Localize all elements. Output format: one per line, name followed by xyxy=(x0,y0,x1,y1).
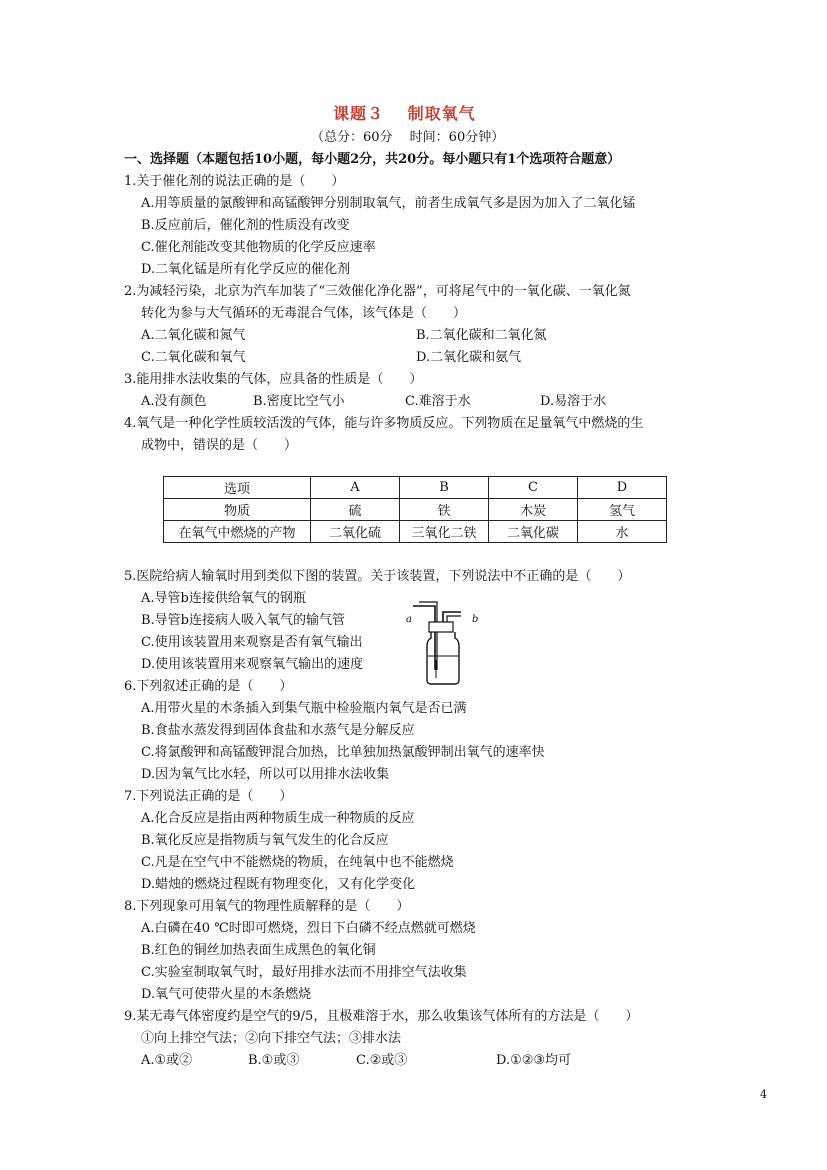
question-9-methods: ①向上排空气法；②向下排空气法；③排水法 xyxy=(141,1031,402,1046)
question-1-option-c: C.催化剂能改变其他物质的化学反应速率 xyxy=(141,240,376,255)
question-3-option-d: D.易溶于水 xyxy=(540,394,607,409)
table-cell: 水 xyxy=(578,521,667,543)
tube-b-label: b xyxy=(472,614,479,625)
question-2-stem: 2.为减轻污染，北京为汽车加装了“三效催化净化器”，可将尾气中的一氧化碳、一氧化氮 xyxy=(124,284,631,299)
table-cell: 氢气 xyxy=(578,499,667,521)
question-6-option-d: D.因为氧气比水轻，所以可以用排水法收集 xyxy=(141,767,390,782)
question-3-option-c: C.难溶于水 xyxy=(405,394,471,409)
table-cell: 在氧气中燃烧的产物 xyxy=(164,521,311,543)
table-cell: B xyxy=(400,477,489,499)
question-5-option-a: A.导管b连接供给氧气的钢瓶 xyxy=(141,591,306,606)
question-2-stem-cont: 转化为参与大气循环的无毒混合气体，该气体是（ ） xyxy=(141,306,467,321)
table-cell: 三氧化二铁 xyxy=(400,521,489,543)
question-9-option-b: B.①或③ xyxy=(248,1053,300,1068)
section-heading: 一、选择题（本题包括10小题，每小题2分，共20分。每小题只有1个选项符合题意） xyxy=(124,152,621,167)
page-subtitle: （总分：60分 时间：60分钟） xyxy=(311,130,505,145)
table-cell: A xyxy=(311,477,400,499)
question-4-stem-cont: 成物中，错误的是（ ） xyxy=(141,438,298,453)
table-cell: 物质 xyxy=(164,499,311,521)
table-cell: D xyxy=(578,477,667,499)
question-9-option-c: C.②或③ xyxy=(356,1053,408,1068)
question-6-option-c: C.将氯酸钾和高锰酸钾混合加热，比单独加热氯酸钾制出氧气的速率快 xyxy=(141,745,545,760)
question-5-option-b: B.导管b连接病人吸入氧气的输气管 xyxy=(141,613,346,628)
question-7-option-a: A.化合反应是指由两种物质生成一种物质的反应 xyxy=(141,811,415,826)
table-cell: 选项 xyxy=(164,477,311,499)
table-cell: 木炭 xyxy=(489,499,578,521)
question-9-stem: 9.某无毒气体密度约是空气的9/5，且极难溶于水，那么收集该气体所有的方法是（ ） xyxy=(124,1009,639,1024)
question-8-option-b: B.红色的铜丝加热表面生成黑色的氧化铜 xyxy=(141,943,376,958)
question-4-stem: 4.氧气是一种化学性质较活泼的气体，能与许多物质反应。下列物质在足量氧气中燃烧的生 xyxy=(124,416,644,431)
question-3-stem: 3.能用排水法收集的气体，应具备的性质是（ ） xyxy=(124,372,423,387)
page-title: 课题３ 制取氧气 xyxy=(333,104,476,123)
question-6-stem: 6.下列叙述正确的是（ ） xyxy=(124,679,293,694)
table-row xyxy=(164,521,667,543)
question-3-option-b: B.密度比空气小 xyxy=(253,394,345,409)
table-cell: 硫 xyxy=(311,499,400,521)
question-4-table xyxy=(163,476,667,543)
question-1-option-a: A.用等质量的氯酸钾和高锰酸钾分别制取氧气，前者生成氧气多是因为加入了二氧化锰 xyxy=(141,196,636,211)
question-8-stem: 8.下列现象可用氧气的物理性质解释的是（ ） xyxy=(124,899,410,914)
question-7-stem: 7.下列说法正确的是（ ） xyxy=(124,789,293,804)
question-7-option-c: C.凡是在空气中不能燃烧的物质，在纯氧中也不能燃烧 xyxy=(141,855,454,870)
question-5-option-d: D.使用该装置用来观察氧气输出的速度 xyxy=(141,657,364,672)
question-2-option-a: A.二氧化碳和氮气 xyxy=(141,328,246,343)
table-cell: 铁 xyxy=(400,499,489,521)
table-cell: 二氧化碳 xyxy=(489,521,578,543)
question-6-option-a: A.用带火星的木条插入到集气瓶中检验瓶内氧气是否已满 xyxy=(141,701,467,716)
question-1-stem: 1.关于催化剂的说法正确的是（ ） xyxy=(124,174,345,189)
question-2-option-d: D.二氧化碳和氨气 xyxy=(416,350,522,365)
question-6-option-b: B.食盐水蒸发得到固体食盐和水蒸气是分解反应 xyxy=(141,723,415,738)
question-3-option-a: A.没有颜色 xyxy=(141,394,207,409)
question-7-option-b: B.氧化反应是指物质与氧气发生的化合反应 xyxy=(141,833,389,848)
table-row xyxy=(164,499,667,521)
question-8-option-d: D.氧气可使带火星的木条燃烧 xyxy=(141,987,312,1002)
tube-a-label: a xyxy=(406,614,412,625)
table-cell: 二氧化硫 xyxy=(311,521,400,543)
page-number: 4 xyxy=(760,1088,767,1101)
question-1-option-d: D.二氧化锰是所有化学反应的催化剂 xyxy=(141,262,351,277)
question-2-option-c: C.二氧化碳和氧气 xyxy=(141,350,246,365)
question-9-option-d: D.①②③均可 xyxy=(496,1053,572,1068)
question-7-option-d: D.蜡烛的燃烧过程既有物理变化，又有化学变化 xyxy=(141,877,416,892)
question-8-option-c: C.实验室制取氧气时，最好用排水法而不用排空气法收集 xyxy=(141,965,467,980)
table-row xyxy=(164,477,667,499)
gas-washing-bottle-diagram xyxy=(405,594,485,686)
question-5-stem: 5.医院给病人输氧时用到类似下图的装置。关于该装置，下列说法中不正确的是（ ） xyxy=(124,569,631,584)
question-9-option-a: A.①或② xyxy=(141,1053,193,1068)
question-5-option-c: C.使用该装置用来观察是否有氧气输出 xyxy=(141,635,363,650)
question-1-option-b: B.反应前后，催化剂的性质没有改变 xyxy=(141,218,350,233)
table-cell: C xyxy=(489,477,578,499)
question-2-option-b: B.二氧化碳和二氧化氮 xyxy=(416,328,547,343)
question-8-option-a: A.白磷在40 ℃时即可燃烧，烈日下白磷不经点燃就可燃烧 xyxy=(141,921,476,936)
